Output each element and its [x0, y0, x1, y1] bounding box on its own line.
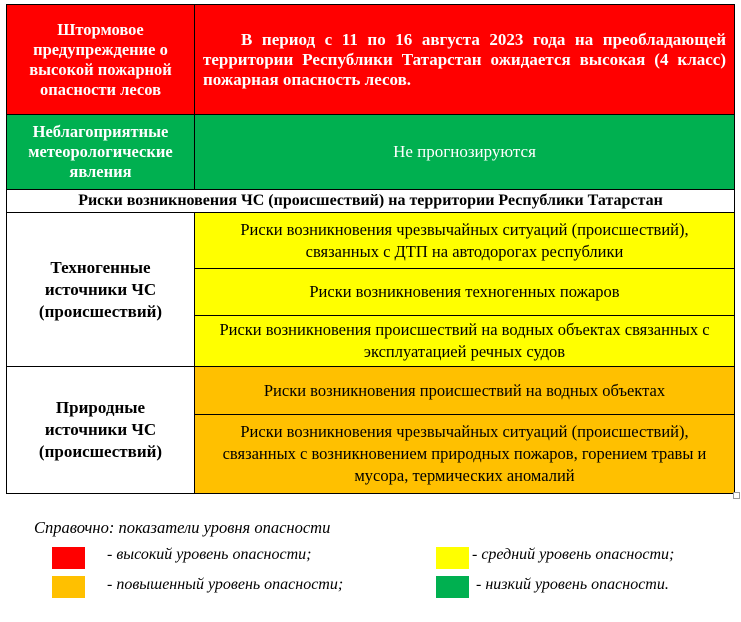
legend-title: Справочно: показатели уровня опасности [34, 518, 331, 537]
table-resize-handle[interactable] [733, 492, 740, 499]
legend-swatch-medium [436, 547, 469, 569]
hazard-table [6, 4, 735, 494]
risk-item-water-bodies: Риски возникновения происшествий на водных объектах [195, 367, 735, 415]
legend-swatch-low [436, 576, 469, 598]
legend-label-low: - низкий уровень опасности. [476, 576, 669, 593]
risk-item-river-vessels: Риски возникновения происшествий на водных объектах связанных с эксплуатацией речных судов [195, 316, 735, 367]
legend-label-medium: - средний уровень опасности; [472, 546, 675, 563]
legend-swatch-elevated [52, 576, 85, 598]
risk-item-road-accidents: Риски возникновения чрезвычайных ситуаций (происшествий), связанных с ДТП на автодорогах республики [195, 213, 735, 269]
storm-warning-text: В период с 11 по 16 августа 2023 года на преобладающей территории Республики Татарстан ожидается высокая (4 класс) пожарная опасность лесов. [195, 5, 735, 115]
weather-phenomena-label: Неблагоприятные метеорологические явления [7, 115, 195, 190]
risks-title: Риски возникновения ЧС (происшествий) на территории Республики Татарстан [7, 190, 735, 213]
weather-phenomena-value: Не прогнозируются [195, 115, 735, 190]
risk-item-natural-fires: Риски возникновения чрезвычайных ситуаций (происшествий), связанных с возникновением природных пожаров, горением травы и мусора, термических аномалий [195, 415, 735, 494]
natural-sources-label: Природные источники ЧС (происшествий) [7, 367, 195, 494]
legend-label-elevated: - повышенный уровень опасности; [107, 576, 344, 593]
storm-warning-label: Штормовое предупреждение о высокой пожарной опасности лесов [7, 5, 195, 115]
legend-swatch-high [52, 547, 85, 569]
technogenic-sources-label: Техногенные источники ЧС (происшествий) [7, 213, 195, 367]
risk-item-technogenic-fires: Риски возникновения техногенных пожаров [195, 269, 735, 316]
legend-label-high: - высокий уровень опасности; [107, 546, 312, 563]
